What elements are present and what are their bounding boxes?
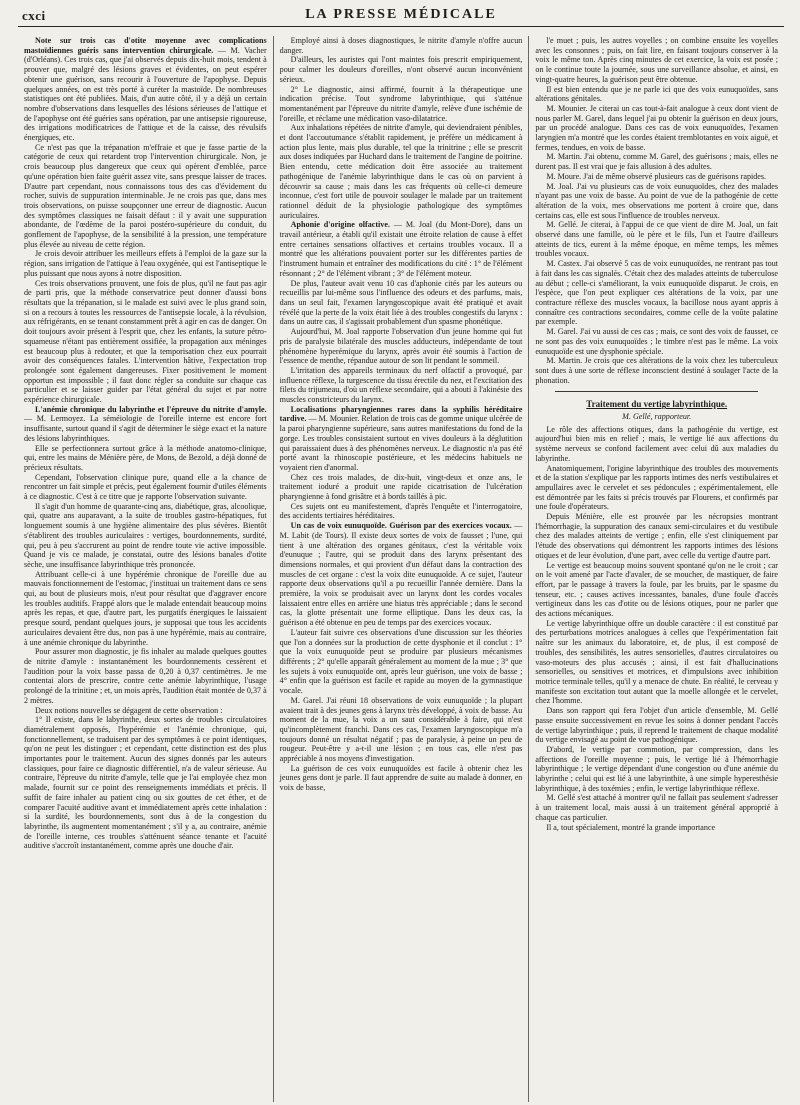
paragraph-text: M. Castex. J'ai observé 5 cas de voix eunuquoïdes, ne rentrant pas tout à fait dans les cas signalés. C'était chez des malades atteints de tuberculose au début ; celle-ci s'améliorant, la voix eunuquoïde disparut. Je crois, en l'espèce, que l'on peut expliquer ces altérations de la voix, par une contracture réflexe des muscles vocaux, la bacillose nous ayant appris à connaître ces contractions secondaires, comme celle de la voûte palatine par exemple. — [535, 259, 779, 327]
paragraph-text: Chez ces trois malades, de dix-huit, vingt-deux et onze ans, le traitement ioduré a produit une rapide cicatrisation de l'ulcération pharyngienne à fond grisâtre et à bords taillés à pic. — [279, 472, 523, 502]
article-paragraph — [280, 327, 523, 366]
article-paragraph — [280, 696, 523, 764]
article-paragraph — [535, 745, 778, 794]
article-paragraph — [535, 793, 778, 822]
article-paragraph — [280, 55, 523, 84]
article-paragraph — [535, 425, 778, 464]
article-paragraph — [535, 706, 778, 745]
article-paragraph — [280, 502, 523, 521]
paragraph-text: Aux inhalations répétées de nitrite d'amyle, qui deviendraient pénibles, et dont l'accoutumance s'établit rapidement, je préfère un médicament à action plus lente, mais plus durable, tel que la trinitrine ; elle se prescrit aux doses indiquées par Huchard dans le traitement de l'angine de poitrine. Bien entendu, cette médication doit être associée au traitement pathogénique de l'anémie labyrinthique dans le cas où on parvient à découvrir sa cause ; mais dans les cas fréquents où celle-ci demeure inconnue, c'est fort utile de pouvoir soulager le malade par un traitement rationnel déduit de la physiologie pathologique des symptômes auriculaires. — [279, 123, 523, 220]
paragraph-text: Elle se perfectionnera surtout grâce à la méthode anatomo-clinique, qui, entre les mains de Ménière père, de Mons, de Bezold, a déjà donné de précieux résultats. — [24, 443, 267, 472]
paragraph-text: D'ailleurs, les auristes qui l'ont maintes fois prescrit empiriquement, pour calmer les douleurs d'oreilles, n'ont observé aucun inconvénient sérieux. — [279, 55, 523, 84]
article-paragraph — [24, 647, 267, 705]
paragraph-text: Il est bien entendu que je ne parle ici que des voix eunuquoïdes, sans altérations génitales. — [535, 84, 779, 104]
article-paragraph — [535, 85, 778, 104]
paragraph-text: Depuis Ménière, elle est prouvée par les nécropsies montrant l'hémorrhagie, la suppuration des canaux semi-circulaires et du vestibule chez des malades atteints de vertige ; enfin, elle s'est cliniquement par l'étude des observations qui démontrent les rapports intimes des lésions otiques et de leur évolution, d'une part, avec celle du vertige d'autre part. — [535, 512, 779, 560]
paragraph-text: Il s'agit d'un homme de quarante-cinq ans, diabétique, gras, alcoolique, qui, quatre ans auparavant, a la suite de troubles gastro-hépatiques, fut longuement soumis à une hygiène alimentaire des plus sévères. Bientôt s'établirent des troubles auriculaires : vertiges, bourdonnements, surdité, qui, peu à peu s'accrurent au point de rendre toute vie active impossible. Quand je vis ce malade, je constatai, outre des lésions banales d'otite sèche, une insuffisance labyrinthique très prononcée. — [24, 501, 267, 569]
article-paragraph — [535, 104, 778, 153]
paragraph-text: L'auteur fait suivre ces observations d'une discussion sur les théories que l'on a données sur la production de cette dysphonie et il conclut : 1° que la voix eunuquoïde peut se produire par plusieurs mécanismes différents ; 2° qu'elle apparaît généralement au moment de la mue ; 3° que les sujets à voix eunuquoïde ont, après leur guérison, une voix de basse ; 4° enfin que la guérison est facile et rapide au moyen de la gymnastique vocale. — [279, 627, 523, 696]
article-paragraph — [24, 143, 267, 250]
article-paragraph — [535, 182, 778, 221]
paragraph-text: Cependant, l'observation clinique pure, quand elle a la chance de rencontrer un fait simple et précis, peut également fournir d'utiles éléments à ce diagnostic. C'est à ce titre que je rapporte l'observation suivante. — [24, 472, 267, 502]
text-columns — [18, 36, 784, 1102]
column-2 — [273, 36, 529, 1102]
article-paragraph — [535, 152, 778, 171]
paragraph-text: M. Gellé s'est attaché à montrer qu'il ne fallait pas seulement s'adresser à un traitement local, mais aussi à un traitement général approprié à chaque cas particulier. — [535, 793, 779, 822]
article-paragraph — [535, 259, 778, 327]
article-paragraph — [24, 444, 267, 473]
paragraph-text: — M. Joal (du Mont-Dore), dans un travail antérieur, a établi qu'il existait une étroite relation de cause à effet entre certaines sensations olfactives et certains troubles vocaux. Il a montré que les altérations pouvaient porter sur les différentes parties de l'instrument humain et entraîner des modifications du cité : 1° de l'élément résonnant ; 2° de l'élément vibrant ; 3° de l'élément moteur. — [279, 220, 523, 278]
article-heading: Aphonie d'origine olfactive. — [290, 220, 390, 230]
article-paragraph — [280, 405, 523, 473]
paragraph-text: L'irritation des appareils terminaux du nerf olfactif a provoqué, par influence réflexe, la turgescence du tissu érectile du nez, et l'excitation des filets du trijumeau, d'où un réflexe secondaire, qui a abouti à l'akinésie des muscles constricteurs du larynx. — [279, 365, 523, 405]
article-paragraph — [535, 464, 778, 513]
column-3 — [528, 36, 784, 1102]
article-paragraph — [535, 172, 778, 182]
article-paragraph — [24, 570, 267, 648]
article-paragraph — [280, 764, 523, 793]
article-paragraph — [280, 220, 523, 278]
article-paragraph — [24, 36, 267, 143]
article-paragraph — [535, 327, 778, 356]
paragraph-text: — M. Mounier. Relation de trois cas de gomme unique ulcérée de la paroi pharyngienne supérieure, sans autres manifestations du fond de la gorge. Les troubles consistaient surtout en vives douleurs à la déglutition qui paraissaient dues à des phénomènes nerveux. Le diagnostic n'a pas été porté avant la rhinoscopie postérieure, et les médecins habituels ne voyaient rien d'anormal. — [279, 414, 523, 472]
paragraph-text: La guérison de ces voix eunuquoïdes est facile à obtenir chez les jeunes gens dont je parle. Il faut apprendre de suite au malade à donner, en voix de basse, — [279, 763, 523, 793]
article-paragraph — [280, 279, 523, 328]
paragraph-text: Aujourd'hui, M. Joal rapporte l'observation d'un jeune homme qui fut pris de paralysie bilatérale des muscles adducteurs, indépendante de tout phénomène hyperémique du larynx, après avoir été soumis à l'action de l'essence de menthe, répandue autour de son lit pendant le sommeil. — [279, 327, 523, 366]
paragraph-text: M. Garel. J'ai vu aussi de ces cas ; mais, ce sont des voix de fausset, ce ne sont pas des voix eunuquoïdes ; le timbre n'est pas le même. La voix eunuquoïde est une dysphonie spéciale. — [535, 327, 779, 356]
article-paragraph — [24, 249, 267, 278]
article-paragraph — [535, 561, 778, 619]
page-number: cxci — [22, 8, 46, 23]
paragraph-text: Le vertige labyrinthique offre un double caractère : il est constitué par des perturbations motrices analogues à celles que l'expérimentation fait naître sur les animaux du laboratoire, et, de plus, il est composé de troubles, des sensibilités, les autres sensorielles, d'autres circulatoires ou vaso-moteurs des plus accusés ; ainsi, il est fait d'hallucinations sensorielles, ou sensitives et motrices, et d'impulsions avec inhibition motrice terminale telles, qu'il y a menace de chute. En réalité, le cerveau y manifeste son excitation tout autant que la moelle allongée et le cervelet, chez l'homme. — [535, 618, 779, 706]
article-paragraph — [24, 706, 267, 716]
journal-title: LA PRESSE MÉDICALE — [305, 7, 497, 22]
article-paragraph — [24, 405, 267, 444]
paragraph-text: Le vertige est beaucoup moins souvent spontané qu'on ne le croit ; car on le voit amené par l'acte d'avaler, de se moucher, de mastiquer, de faire effort, par le passage à travers la foule, par les bruits, par le spasme du tenseur, etc. ; causes actives incessantes, banales, d'une foule d'accès vertigineux dans les cas d'otite ou de lésions otiques, pour ne parler que des actions mécaniques. — [535, 560, 779, 619]
article-heading: Note sur trois cas d'otite moyenne avec complications mastoïdiennes guéris sans intervention chirurgicale. — [24, 36, 267, 55]
section-title: Traitement du vertige labyrinthique. — [586, 399, 728, 410]
article-paragraph — [280, 366, 523, 405]
page-header — [18, 6, 784, 27]
section-divider — [555, 391, 758, 392]
article-paragraph — [535, 512, 778, 561]
paragraph-text: 2° Le diagnostic, ainsi affirmé, fournit à la thérapeutique une indication précise. Tout syndrome labyrinthique, qui s'atténue momentanément par l'épreuve du nitrite d'amyle, relève d'une ischémie de l'oreille, et réclame une médication vaso-dilatatrice. — [279, 84, 523, 123]
paragraph-text: Deux notions nouvelles se dégagent de cette observation : — [35, 705, 223, 715]
paragraph-text: Il a, tout spécialement, montré la grande importance — [546, 822, 716, 832]
article-paragraph — [535, 356, 778, 385]
article-paragraph — [535, 823, 778, 833]
column-1 — [18, 36, 273, 1102]
article-paragraph — [280, 521, 523, 628]
paragraph-text: M. Garel. J'ai réuni 18 observations de voix eunuquoïde ; la plupart avaient trait à des jeunes gens à larynx très développé, à voix de basse. Au moment de la mue, la voix a un saut considérable à faire, qui n'est qu'incomplètement franchi. Dans ces cas, l'examen laryngoscopique m'a toujours donné un résultat négatif ; pas de paralysie, à peine un peu de rougeur. Peut-être y a-t-il une lésion ; en tous cas, elle n'est pas appréciable à nos moyens d'investigation. — [279, 695, 523, 764]
article-paragraph — [280, 473, 523, 502]
section-author: M. Gellé, rapporteur. — [622, 412, 692, 422]
article-paragraph — [280, 123, 523, 220]
article-heading: L'anémie chronique du labyrinthe et l'épreuve du nitrite d'amyle. — [35, 404, 267, 414]
article-paragraph — [280, 36, 523, 55]
article-paragraph — [280, 85, 523, 124]
article-paragraph — [535, 619, 778, 706]
paragraph-text: Ces sujets ont eu manifestement, d'après l'enquête et l'interrogatoire, des accidents tertiaires héréditaires. — [279, 501, 523, 521]
paragraph-text: 1° Il existe, dans le labyrinthe, deux sortes de troubles circulatoires diamétralement opposés, l'hypérémie et l'anémie chronique, qui, fonctionnellement, se traduisent par des symptômes à ce point identiques, qu'on ne peut les distinguer ; et cependant, cette distinction est des plus importantes pour le traitement. Aucun des signes donnés par les auteurs classiques, pour faire ce diagnostic différentiel, n'a de valeur sérieuse. Au contraire, l'épreuve du nitrite d'amyle, telle que je l'ai employée chez mon malade, fournit sur ce point des renseignements immédiats et précis. Il suffit de faire inhaler au patient cinq ou six gouttes de cet éther, et de comparer l'acuité auditive avant et immédiatement après cette inhalation : si la surdité, les bourdonnements, sont dus à de la congestion du labyrinthe, ils augmentent momentanément ; s'il y a, au contraire, anémie de l'oreille interne, ces troubles s'atténuent séance tenante et l'acuité auditive s'accroît instantanément, comme après une douche d'air. — [24, 715, 267, 851]
paragraph-text: Ce n'est pas que la trépanation m'effraie et que je fasse partie de la catégorie de ceux qui retardent trop l'intervention chirurgicale. Non, je crois beaucoup plus dangereux que ceux qui opèrent d'emblée, parce qu'une opération bien faite guérit assez vite, sans presque laisser de traces. D'autre part cependant, nous connaissons tous des cas d'évidement du rocher, suivis de suppuration interminable. Je ne crois pas que, dans mes trois observations, on puisse soupçonner une erreur de diagnostic. Aucun des symptômes classiques ne faisait défaut : il y avait une suppuration abondante, de l'œdème de la paroi postéro-supérieure du conduit, du gonflement de l'apophyse, de la sensibilité à la pression, une température plus élevée au niveau de cette région. — [24, 142, 267, 249]
paragraph-text: Ces trois observations prouvent, une fois de plus, qu'il ne faut pas agir de parti pris, que la méthode conservatrice peut donner d'aussi bons résultats que la trépanation, si le malade est suivi avec le plus grand soin, si on a recours à toutes les ressources de l'antisepsie locale, à la révulsion, aux réfrigérants, en se tenant constamment prêt à agir en cas de danger. On doit toujours avoir présent à l'esprit que, chez les enfants, la suture pétro-squameuse n'étant pas entièrement ossifiée, la propagation aux méninges est beaucoup plus à redouter, et que la temporisation chez eux pourrait avoir des conséquences fatales. L'intervention hâtive, l'expectation trop prolongée sont également dangereuses. Fixer positivement le moment opportun est impossible ; il faut donc régler sa conduite sur chaque cas particulier et se laisser guider par l'état général du sujet et par notre expérience chirurgicale. — [24, 278, 267, 405]
paragraph-text: l'e muet ; puis, les autres voyelles ; on combine ensuite les voyelles avec les consonnes ; puis, on fait lire, en faisant toujours conserver à la voix le même ton. Après cinq minutes de cet exercice, la voix est posée ; on le continue toute la journée, sous une surveillance absolue, et ainsi, en vingt-quatre heures, la guérison peut être obtenue. — [535, 36, 779, 84]
article-heading: Localisations pharyngiennes rares dans la syphilis héréditaire tardive. — [279, 404, 523, 424]
paragraph-text: M. Moure. J'ai de même observé plusieurs cas de guérisons rapides. — [546, 171, 767, 181]
paragraph-text: Attribuant celle-ci à une hypérémie chronique de l'oreille due au mauvais fonctionnement de l'estomac, j'instituai un traitement dans ce sens qui, au bout de plusieurs mois, n'eut pour résultat que d'aggraver encore les troubles auditifs. Frappé alors que le malade entendait beaucoup moins après les repas, et que, d'autre part, les purgatifs énergiques le laissaient presque sourd, pendant quelques jours, je supposai que tous les accidents auriculaires devaient être dus, non pas à une hypérémie, mais au contraire, à une anémie chronique du labyrinthe. — [24, 569, 267, 647]
article-paragraph — [535, 36, 778, 85]
paragraph-text: Je crois devoir attribuer les meilleurs effets à l'emploi de la gaze sur la région, sans irrigation de l'attique à l'eau oxygénée, qui est l'antiseptique le plus puissant que nous ayons à notre disposition. — [24, 249, 267, 278]
paragraph-text: Le rôle des affections otiques, dans la pathogénie du vertige, est aujourd'hui bien mis en relief ; mais, le vertige lié aux affections du système nerveux se confond facilement avec celui dû aux maladies du labyrinthe. — [535, 424, 779, 463]
article-paragraph — [24, 279, 267, 405]
article-paragraph — [24, 473, 267, 502]
paragraph-text: — M. Vacher (d'Orléans). Ces trois cas, que j'ai observés depuis dix-huit mois, tendent à prouver que, malgré des lésions graves et évidentes, on peut espérer obtenir une guérison, sans recourir à l'ouverture de l'apophyse. Depuis quelques années, on est très porté à curéter la mastoïde. De nombreuses statistiques ont été publiées. Mais, d'un autre côté, il y a déjà un certain nombre d'observations dans lesquelles des lésions sérieuses de l'attique et de l'apophyse ont été guéries sans opération, par une antisepsie rigoureuse, des irrigations modificatrices de l'attique et de la caisse, des révulsifs énergiques, etc. — [24, 45, 267, 143]
article-paragraph — [280, 628, 523, 696]
paragraph-text: M. Joal. J'ai vu plusieurs cas de voix eunuquoïdes, chez des malades n'ayant pas une voix de basse. Au point de vue de la pathogénie de cette altération de la voix, mes observations me portent à croire que, dans certains cas, elle est sous l'influence de troubles nerveux. — [535, 181, 779, 220]
paragraph-text: M. Martin. J'ai obtenu, comme M. Garel, des guérisons ; mais, elles ne durent pas. Il est vrai que je fais allusion à des adultes. — [535, 152, 779, 172]
paragraph-text: Anatomiquement, l'origine labyrinthique des troubles des mouvements et de la station s'explique par les rapports intimes des nerfs vestibulaires et ampullaires avec le cervelet et ses pédoncules ; expérimentalement, elle est démontrée par les faits si précis trouvés par Flourens, et confirmés par une foule d'opérateurs. — [535, 463, 779, 512]
paragraph-text: M. Gellé. Je citerai, à l'appui de ce que vient de dire M. Joal, un fait observé dans une famille, où le père et le fils, l'un et l'autre d'ailleurs atteints de tics, eurent à la même époque, en même temps, les mêmes troubles vocaux. — [535, 220, 779, 259]
article-paragraph — [535, 220, 778, 259]
article-paragraph — [24, 502, 267, 570]
paragraph-text: D'abord, le vertige par commotion, par compression, dans les affections de l'oreille moyenne ; puis, le vertige lié à l'hémorrhagie labyrinthique ; le vertige dépendant d'une congestion ou d'une anémie du labyrinthe ; celui qui est lié à une labyrinthite, à une simple hyperesthésie labyrinthique, à des toxémies ; enfin, le vertige labyrinthique réflexe. — [535, 744, 779, 793]
paragraph-text: Employé ainsi à doses diagnostiques, le nitrite d'amyle n'offre aucun danger. — [279, 36, 523, 55]
article-paragraph — [24, 715, 267, 851]
paragraph-text: M. Mounier. Je citerai un cas tout-à-fait analogue à ceux dont vient de nous parler M. Garel, dans lequel j'ai pu obtenir la guérison en deux jours, par un procédé analogue. Dans ces cas de voix eunuquoïdes, l'examen laryngien m'a montré que les cordes étaient tremblotantes en voix aiguë, et fermes, tendues, en voix de basse. — [535, 103, 779, 152]
article-heading: Un cas de voix eunuquoïde. Guérison par des exercices vocaux. — [290, 521, 512, 531]
paragraph-text: Dans son rapport qui fera l'objet d'un article d'ensemble, M. Gellé passe ensuite successivement en revue les soins à donner pendant l'accès de vertige labyrinthique ; puis, il reprend le traitement de chaque modalité du vertige envisagé au point de vue pathogénique. — [535, 706, 779, 745]
paragraph-text: Pour assurer mon diagnostic, je fis inhaler au malade quelques gouttes de nitrite d'amyle : instantanément les bourdonnements cessèrent et l'audition pour la voix basse passa de 0,20 à 0,37 centimètres. Je me contentai alors de prescrire, contre cette anémie labyrinthique, l'usage prolongé de la trinitine ; et, un mois après, l'audition était montée de 0,37 à 2 mètres. — [24, 647, 267, 705]
paragraph-text: — M. Lermoyez. La séméiologie de l'oreille interne est encore fort insuffisante, surtout quand il s'agit de déterminer le siège exact et la nature des lésions labyrinthiques. — [24, 414, 267, 443]
paragraph-text: — M. Labit (de Tours). Il existe deux sortes de voix de fausset ; l'une, qui tient à une altération des organes génitaux, c'est la véritable voix d'eunuque ; l'autre, qui se produit dans des larynx présentant des dimensions normales, et qui provient d'un défaut dans la contraction des muscles de cet organe : c'est la voix dite eunuquoïde. A ce sujet, l'auteur rapporte deux observations qu'il a pu recueillir l'année dernière. Dans la première, la voix se produisait avec un larynx dont les cordes vocales laissaient entre elles en arrière une hiatus très appréciable ; dans le second cas, la glotte présentait une forme elliptique. Dans les deux cas, la guérison a été obtenue en peu de temps par des exercices vocaux. — [279, 521, 523, 628]
paragraph-text: M. Martin. Je crois que ces altérations de la voix chez les tuberculeux sont dues à une sorte de réflexe inconscient destiné à soulager l'acte de la phonation. — [535, 356, 779, 385]
paragraph-text: De plus, l'auteur avait venu 10 cas d'aphonie cités par les auteurs ou recueillis par lui-même sous l'influence des odeurs et des parfums, mais, dans un seul fait, l'examen laryngoscopique avait été pratiqué et avait révélé que la perte de la voix était liée à des troubles congestifs du larynx : dans un autre cas, il s'agissait probablement d'un spasme phonétique. — [279, 278, 523, 327]
